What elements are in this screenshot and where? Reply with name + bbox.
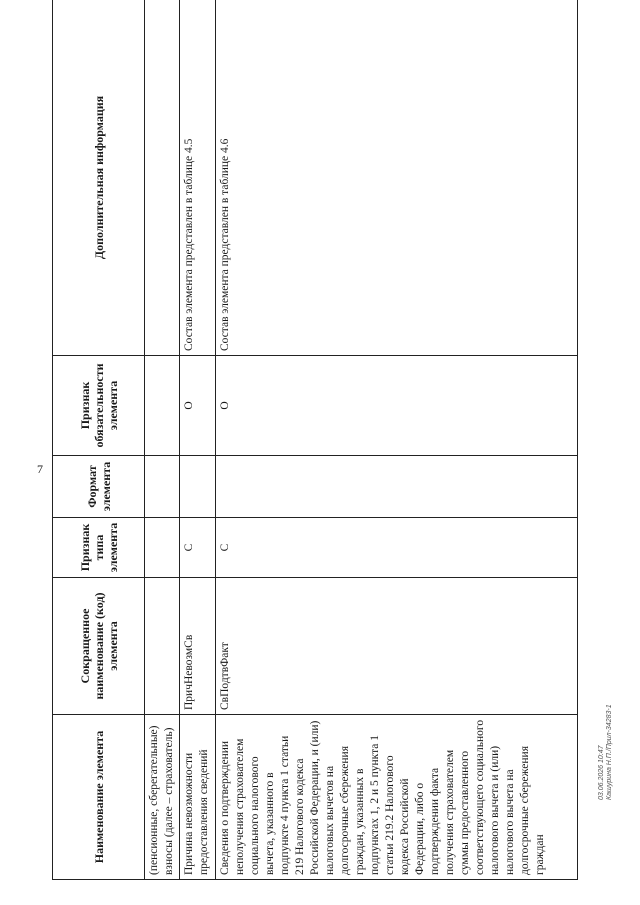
table-row: [180, 0, 216, 880]
table-row: [216, 0, 578, 880]
print-stamp: [598, 704, 614, 800]
cell-info: Состав элемента представлен в таблице 4.5: [180, 0, 216, 356]
cell-type: С: [216, 518, 578, 578]
cell-code: ПричНевозмСв: [180, 578, 216, 715]
cell-continuation: (пенсионные, сберегательные) взносы (далее – страхователь): [145, 715, 180, 880]
header-required: Признак обязательности элемента: [53, 356, 145, 456]
cell-format: [180, 456, 216, 518]
stamp-reference: Кашурина Н.П./Прил-34283-1: [606, 704, 613, 800]
cell-info: Состав элемента представлен в таблице 4.6: [216, 0, 578, 356]
header-format: Формат элемента: [53, 456, 145, 518]
header-type: Признак типа элемента: [53, 518, 145, 578]
cell-required: О: [216, 356, 578, 456]
cell-required: О: [180, 356, 216, 456]
cell-code: СвПодтвФакт: [216, 578, 578, 715]
element-spec-table: [52, 0, 578, 880]
header-name: Наименование элемента: [53, 715, 145, 880]
table-header-row: [53, 0, 145, 880]
header-code: Сокращенное наименование (код) элемента: [53, 578, 145, 715]
stamp-date: 03.06.2026 10:47: [598, 745, 605, 800]
cell-name: Сведения о подтверждении неполучения страхователем социального налогового вычета, указанного в подпункте 4 пункта 1 статьи 219 Налогового кодекса Российской Федерации, и (или) налоговых вычетов на долгосрочные сбережения граждан, указанных в подпунктах 1, 2 и 5 пункта 1 статьи 219.2 Налогового кодекса Российской Федерации, либо о подтверждении факта получения страхователем суммы предоставленного соответствующего социального налогового вычета и (или) налогового вычета на долгосрочные сбережения граждан: [216, 715, 578, 880]
cell-format: [216, 456, 578, 518]
rotated-table-container: [52, 0, 578, 880]
cell-name: Причина невозможности предоставления сведений: [180, 715, 216, 880]
table-row-continuation: [145, 0, 180, 880]
header-info: Дополнительная информация: [53, 0, 145, 356]
page-number: 7: [37, 462, 43, 476]
cell-type: С: [180, 518, 216, 578]
